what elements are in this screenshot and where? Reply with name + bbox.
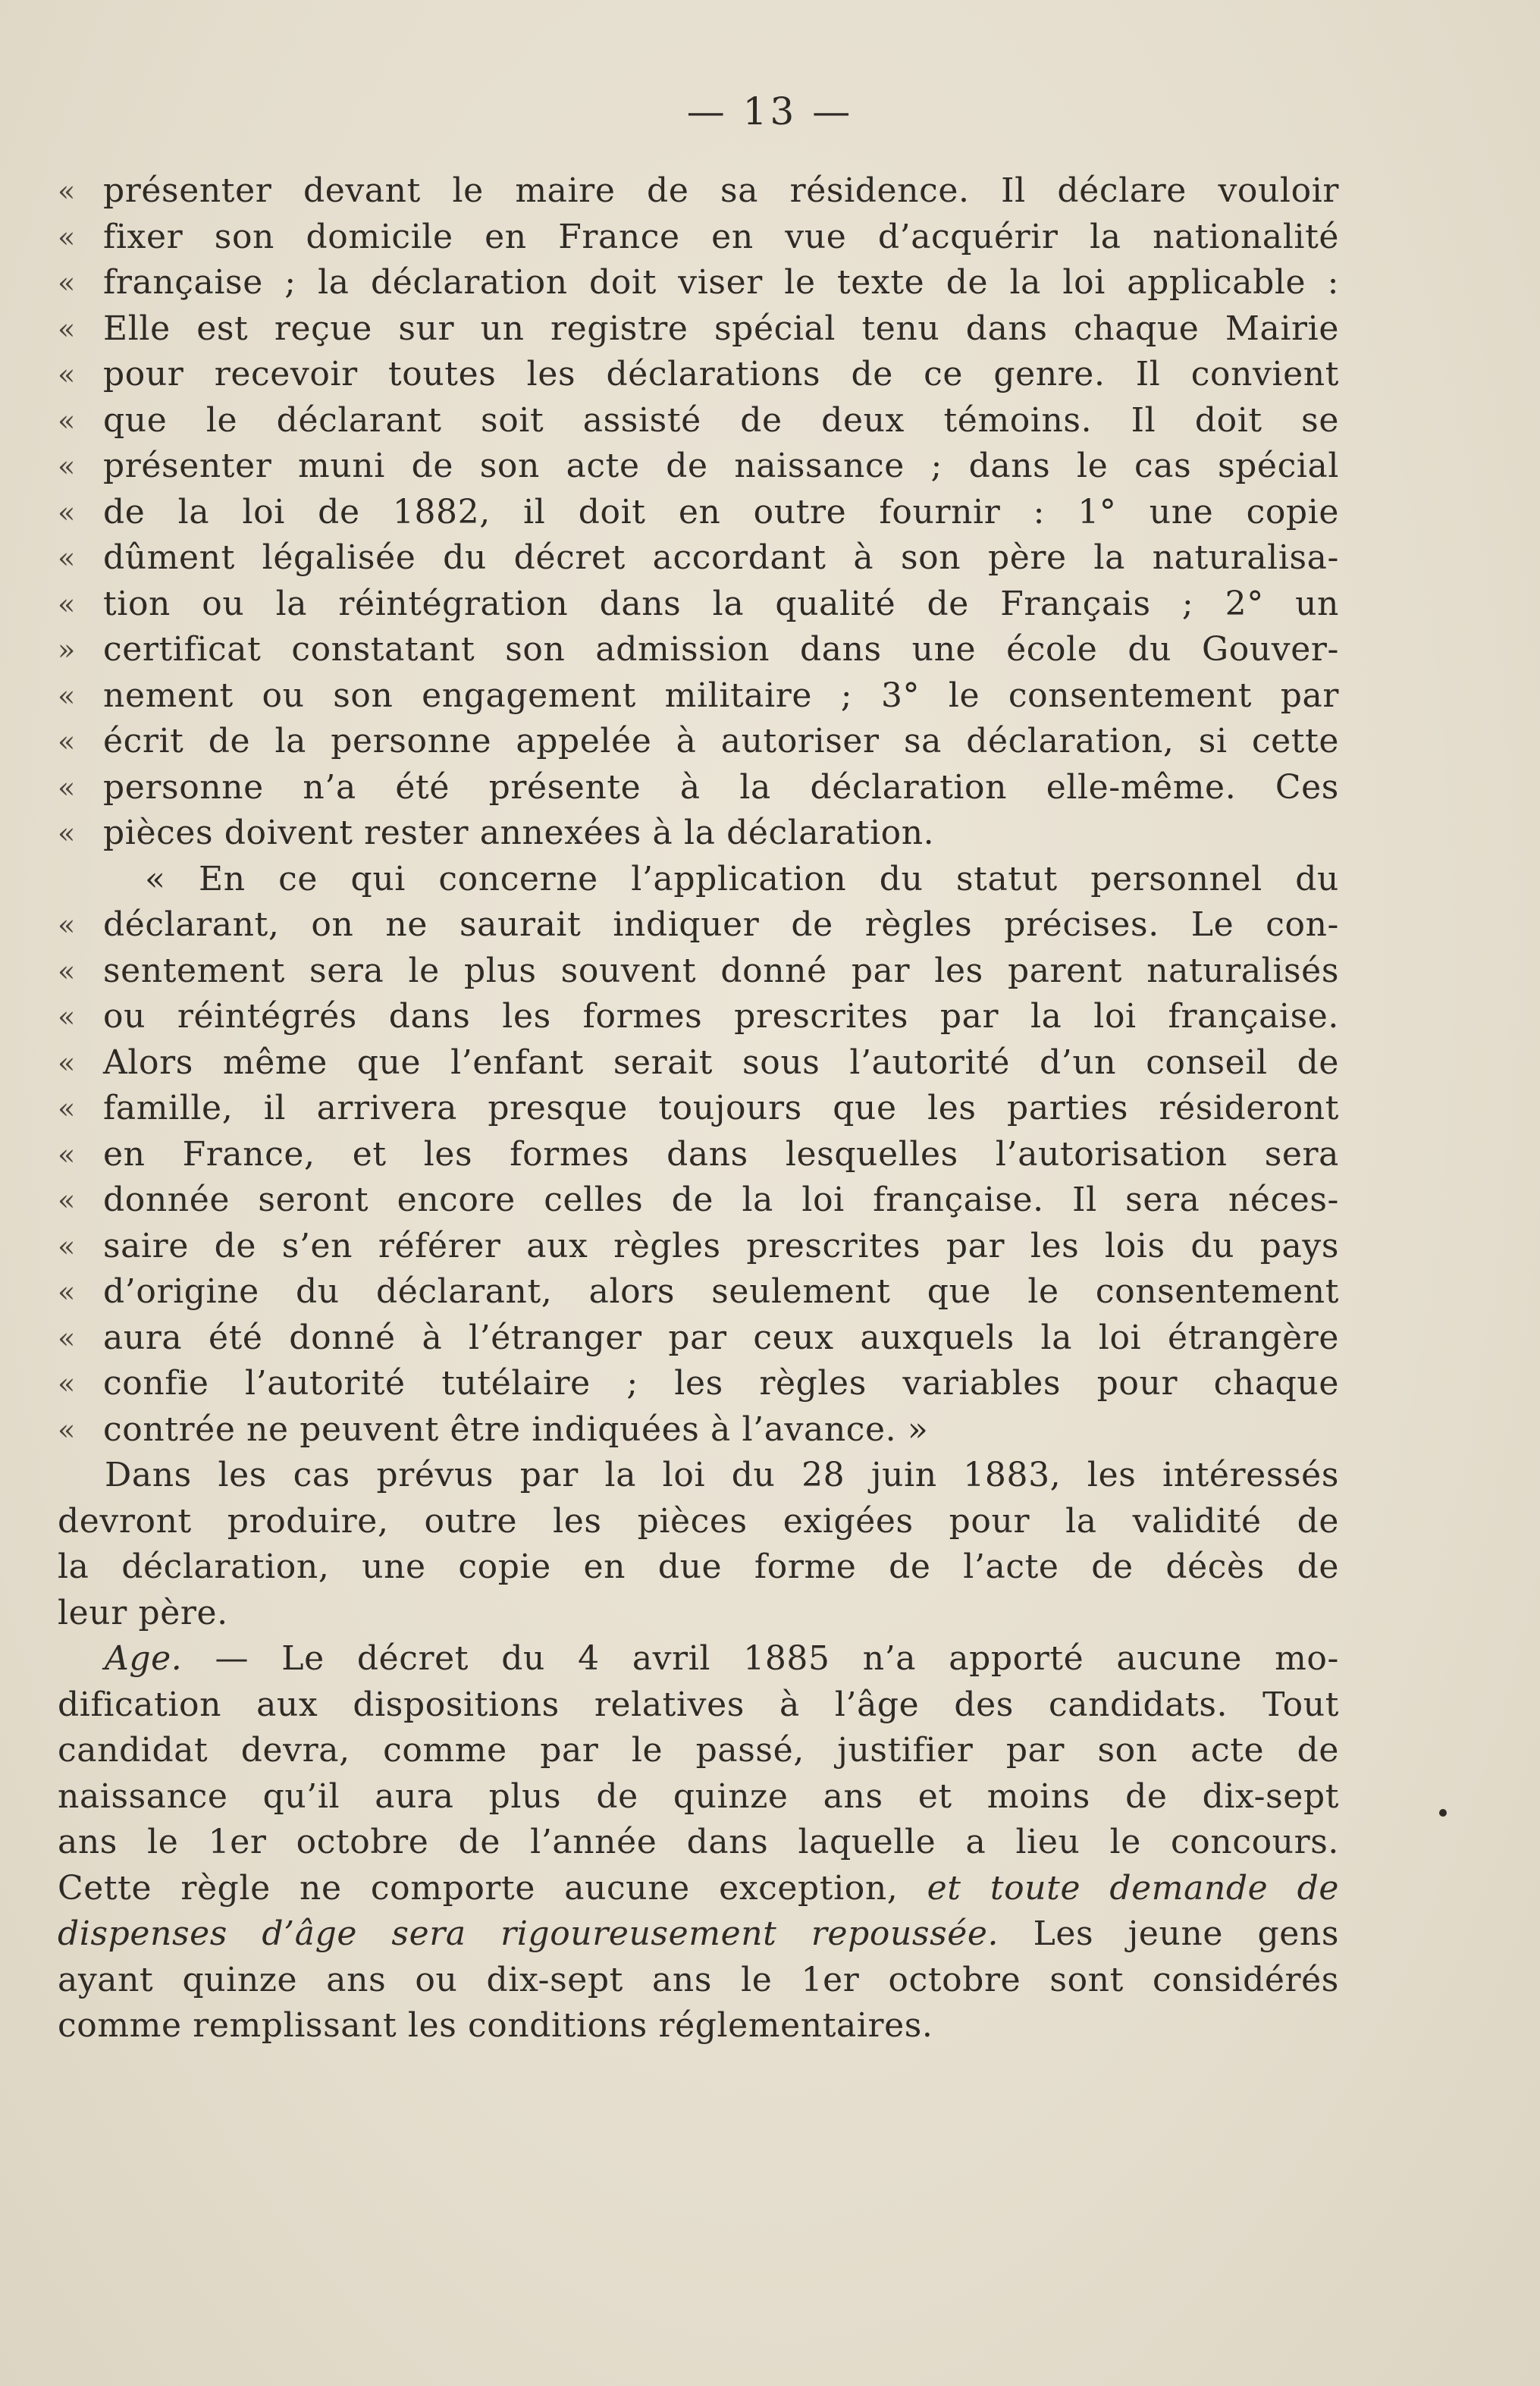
- line-text: candidat devra, comme par le passé, justifier par son acte de: [58, 1731, 1339, 1770]
- line-text: de la loi de 1882, il doit en outre fournir : 1° une copie: [103, 492, 1339, 531]
- line-text: ayant quinze ans ou dix-sept ans le 1er octobre sont considérés: [58, 1960, 1339, 1999]
- line-text: [58, 1866, 1339, 1912]
- text-line: [58, 1361, 1339, 1407]
- quote-mark: «: [58, 220, 76, 254]
- text-line: [58, 1040, 1339, 1086]
- text-body: [58, 168, 1339, 2049]
- line-text: ans le 1er octobre de l’année dans laquelle a lieu le concours.: [58, 1823, 1339, 1861]
- line-text: « En ce qui concerne l’application du statut personnel du: [145, 859, 1339, 898]
- quote-mark: «: [58, 1046, 76, 1080]
- italic-segment: dispenses d’âge sera rigoureusement repoussée.: [58, 1914, 999, 1953]
- quote-mark: «: [58, 541, 76, 575]
- text-line: [58, 1682, 1339, 1729]
- line-text: la déclaration, une copie en due forme de l’acte de décès de: [58, 1547, 1339, 1586]
- line-text: ou réintégrés dans les formes prescrites par la loi française.: [103, 997, 1339, 1036]
- text-line: [58, 398, 1339, 444]
- line-text: comme remplissant les conditions réglementaires.: [58, 2006, 933, 2045]
- line-text: leur père.: [58, 1593, 228, 1632]
- text-line: [58, 260, 1339, 306]
- quote-mark: «: [58, 495, 76, 529]
- text-line: [58, 215, 1339, 261]
- text-line: [58, 1177, 1339, 1224]
- text-line: [58, 994, 1339, 1040]
- quote-mark: «: [58, 679, 76, 713]
- text-line: [58, 857, 1339, 903]
- quote-mark: «: [58, 1229, 76, 1263]
- quote-mark: «: [58, 1184, 76, 1217]
- line-segment: Les jeune gens: [999, 1914, 1339, 1953]
- quote-mark: «: [58, 908, 76, 942]
- text-line: [58, 765, 1339, 811]
- line-text: contrée ne peuvent être indiquées à l’avance. »: [103, 1409, 929, 1449]
- quote-mark: «: [58, 174, 76, 208]
- line-text: devront produire, outre les pièces exigées pour la validité de: [58, 1501, 1339, 1541]
- quote-mark: «: [58, 1275, 76, 1309]
- quote-mark: «: [58, 1137, 76, 1171]
- quote-mark: «: [58, 725, 76, 758]
- text-line: [58, 719, 1339, 765]
- quote-mark: «: [58, 403, 76, 437]
- text-line: [58, 1544, 1339, 1591]
- italic-segment: et toute demande de: [927, 1868, 1339, 1908]
- text-line: [58, 444, 1339, 490]
- line-text: pour recevoir toutes les déclarations de ce genre. Il convient: [103, 355, 1339, 393]
- line-text: que le déclarant soit assisté de deux témoins. Il doit se: [103, 400, 1339, 440]
- line-text: sentement sera le plus souvent donné par les parent naturalisés: [103, 951, 1339, 990]
- quote-mark: «: [58, 1321, 76, 1355]
- line-text: fixer son domicile en France en vue d’acquérir la nationalité: [103, 217, 1339, 256]
- line-text: donnée seront encore celles de la loi française. Il sera néces-: [103, 1180, 1339, 1219]
- line-text: confie l’autorité tutélaire ; les règles variables pour chaque: [103, 1364, 1339, 1403]
- quote-mark: «: [58, 954, 76, 988]
- quote-mark: «: [58, 1412, 76, 1447]
- line-text: pièces doivent rester annexées à la déclaration.: [103, 814, 935, 852]
- quote-mark: «: [58, 1367, 76, 1400]
- text-line: [58, 582, 1339, 628]
- line-segment: Cette règle ne comporte aucune exception,: [58, 1868, 927, 1908]
- line-text: famille, il arrivera presque toujours que les parties résideront: [103, 1089, 1339, 1127]
- age-heading: Age.: [105, 1639, 183, 1678]
- quote-mark: «: [58, 1000, 76, 1033]
- page-number: — 13 —: [686, 89, 854, 133]
- line-text: française ; la déclaration doit viser le texte de la loi applicable :: [103, 263, 1339, 302]
- line-text: d’origine du déclarant, alors seulement que le consentement: [103, 1272, 1339, 1311]
- text-line: [58, 1086, 1339, 1132]
- line-text: en France, et les formes dans lesquelles l’autorisation sera: [103, 1134, 1339, 1174]
- text-line: [58, 1224, 1339, 1270]
- line-text: [105, 1636, 1339, 1682]
- line-text: nement ou son engagement militaire ; 3° le consentement par: [103, 676, 1339, 715]
- line-text: dûment légalisée du décret accordant à son père la naturalisa-: [103, 538, 1339, 577]
- line-text: dification aux dispositions relatives à l’âge des candidats. Tout: [58, 1685, 1339, 1724]
- text-line: [58, 1315, 1339, 1362]
- line-text: Alors même que l’enfant serait sous l’autorité d’un conseil de: [103, 1043, 1339, 1082]
- quote-mark: «: [58, 817, 76, 850]
- line-text: tion ou la réintégration dans la qualité de Français ; 2° un: [103, 584, 1339, 623]
- text-line: [58, 1958, 1339, 2004]
- text-line: [58, 673, 1339, 720]
- text-line: [58, 1407, 1339, 1453]
- text-line: [58, 352, 1339, 398]
- line-text: déclarant, on ne saurait indiquer de règles précises. Le con-: [103, 905, 1339, 944]
- text-line: [58, 1728, 1339, 1774]
- text-line: [58, 902, 1339, 948]
- line-text: [58, 1911, 1339, 1958]
- text-line: [58, 627, 1339, 673]
- line-text: saire de s’en référer aux règles prescrites par les lois du pays: [103, 1226, 1339, 1265]
- text-line: [58, 1132, 1339, 1178]
- text-line: [58, 1866, 1339, 1912]
- text-line: [58, 535, 1339, 582]
- line-text: Dans les cas prévus par la loi du 28 juin 1883, les intéressés: [105, 1456, 1339, 1494]
- text-line: [58, 1269, 1339, 1315]
- text-line: [58, 2003, 1339, 2049]
- quote-mark: «: [58, 770, 76, 804]
- line-text: certificat constatant son admission dans une école du Gouver-: [103, 630, 1339, 669]
- text-line: [58, 948, 1339, 995]
- line-text: Elle est reçue sur un registre spécial tenu dans chaque Mairie: [103, 309, 1339, 348]
- line-text: aura été donné à l’étranger par ceux auxquels la loi étrangère: [103, 1318, 1339, 1357]
- quote-mark: «: [58, 450, 76, 483]
- text-line: [58, 1911, 1339, 1958]
- line-text: présenter muni de son acte de naissance ; dans le cas spécial: [103, 447, 1339, 485]
- line-text: naissance qu’il aura plus de quinze ans et moins de dix-sept: [58, 1776, 1339, 1816]
- text-line: [58, 1499, 1339, 1545]
- age-line-rest: — Le décret du 4 avril 1885 n’a apporté aucune mo-: [182, 1639, 1339, 1678]
- ink-speck: [1439, 1809, 1447, 1817]
- text-line: [58, 490, 1339, 536]
- line-text: personne n’a été présente à la déclaration elle-même. Ces: [103, 767, 1339, 807]
- line-text: présenter devant le maire de sa résidence. Il déclare vouloir: [103, 171, 1339, 210]
- text-line: [58, 1636, 1339, 1682]
- quote-mark: «: [58, 312, 76, 346]
- text-line: [58, 168, 1339, 215]
- quote-mark: «: [58, 587, 76, 621]
- quote-mark: «: [58, 266, 76, 299]
- text-line: [58, 306, 1339, 353]
- quote-mark: «: [58, 1092, 76, 1125]
- text-line: [58, 1820, 1339, 1866]
- text-line: [58, 810, 1339, 857]
- quote-mark: «: [58, 358, 76, 391]
- quote-mark: »: [58, 633, 76, 666]
- text-line: [58, 1774, 1339, 1820]
- text-line: [58, 1453, 1339, 1499]
- line-text: écrit de la personne appelée à autoriser sa déclaration, si cette: [103, 722, 1339, 760]
- text-line: [58, 1591, 1339, 1637]
